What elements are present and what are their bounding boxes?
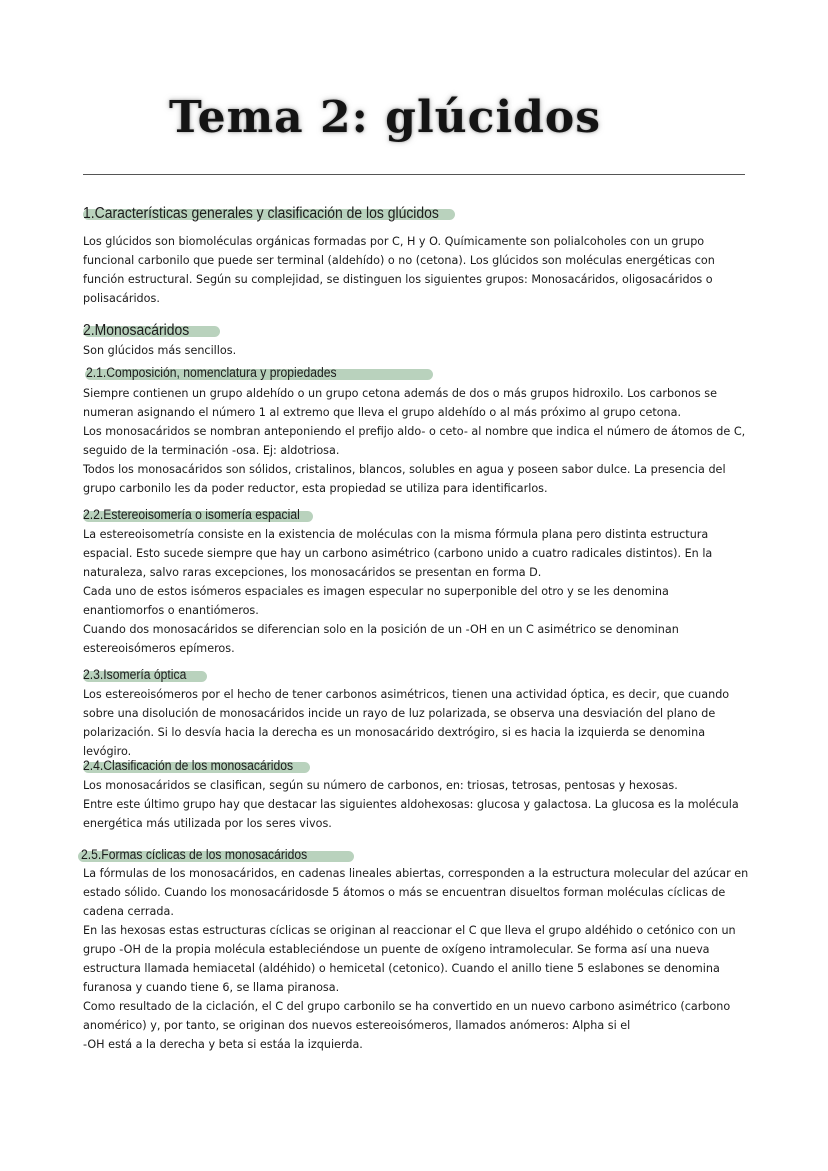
section-body-2-3: [83, 685, 753, 761]
paragraph: Todos los monosacáridos son sólidos, cristalinos, blancos, solubles en agua y poseen sabor dulce. La presencia del grupo carbonilo les da poder reductor, esta propiedad se utiliza para identificarlos.: [83, 463, 726, 495]
paragraph: Los monosacáridos se nombran anteponiendo el prefijo aldo- o ceto- al nombre que indica el número de átomos de C, seguido de la terminación -osa. Ej: aldotriosa.: [83, 425, 746, 457]
section-heading-1: 1.Características generales y clasificación de los glúcidos: [83, 205, 439, 222]
paragraph: Los monosacáridos se clasifican, según su número de carbonos, en: triosas, tetrosas, pentosas y hexosas.: [83, 779, 678, 792]
section-body-2-4: [83, 776, 753, 833]
section-body-2-2: [83, 525, 753, 658]
section-heading-2-2: 2.2.Estereoisomería o isomería espacial: [83, 507, 300, 522]
title-divider: [83, 174, 745, 175]
paragraph: En las hexosas estas estructuras cíclicas se originan al reaccionar el C que lleva el grupo aldéhido o cetónico con un grupo -OH de la propia molécula estableciéndose un puente de oxígeno intramolecular. Se forma así una nueva estructura llamada hemiacetal (aldéhido) o hemicetal (cetonico). Cuando el anillo tiene 5 eslabones se denomina furanosa y cuando tiene 6, se llama piranosa.: [83, 924, 736, 994]
paragraph: Cada uno de estos isómeros espaciales es imagen especular no superponible del otro y se les denomina enantiomorfos o enantiómeros.: [83, 585, 669, 617]
paragraph: La estereoisometría consiste en la existencia de moléculas con la misma fórmula plana pero distinta estructura espacial. Esto sucede siempre que hay un carbono asimétrico (carbono unido a cuatro radicales distintos). En la naturaleza, salvo raras excepciones, los monosacáridos se presentan en forma D.: [83, 528, 713, 579]
section-heading-2: 2.Monosacáridos: [83, 322, 190, 339]
paragraph: La fórmulas de los monosacáridos, en cadenas lineales abiertas, corresponden a la estructura molecular del azúcar en estado sólido. Cuando los monosacáridosde 5 átomos o más se encuentran disueltos forman moléculas cíclicas de cadena cerrada.: [83, 867, 749, 918]
section-body-1: [83, 232, 753, 308]
section-heading-2-1: 2.1.Composición, nomenclatura y propiedades: [86, 365, 337, 380]
section-body-2: [83, 341, 753, 360]
paragraph: Siempre contienen un grupo aldehído o un grupo cetona además de dos o más grupos hidroxilo. Los carbonos se numeran asignando el número 1 al extremo que lleva el grupo aldehído o al más próximo al grupo cetona.: [83, 387, 717, 419]
section-heading-2-3: 2.3.Isomería óptica: [83, 667, 187, 682]
paragraph: Entre este último grupo hay que destacar las siguientes aldohexosas: glucosa y galactosa. La glucosa es la molécula energética más utilizada por los seres vivos.: [83, 798, 739, 830]
section-body-2-1: [83, 384, 753, 498]
paragraph: Los glúcidos son biomoléculas orgánicas formadas por C, H y O. Químicamente son polialcoholes con un grupo funcional carbonilo que puede ser terminal (aldehído) o no (cetona). Los glúcidos son moléculas energéticas con función estructural. Según su complejidad, se distinguen los siguientes grupos: Monosacáridos, oligosacáridos o polisacáridos.: [83, 235, 715, 305]
paragraph: -OH está a la derecha y beta si estáa la izquierda.: [83, 1038, 363, 1051]
page-title: Tema 2: glúcidos: [168, 92, 602, 143]
section-body-2-5: [83, 864, 753, 1054]
section-heading-2-5: 2.5.Formas cíclicas de los monosacáridos: [81, 847, 308, 862]
paragraph: Cuando dos monosacáridos se diferencian solo en la posición de un -OH en un C asimétrico se denominan estereoisómeros epímeros.: [83, 623, 679, 655]
paragraph: Los estereoisómeros por el hecho de tener carbonos asimétricos, tienen una actividad óptica, es decir, que cuando sobre una disolución de monosacáridos incide un rayo de luz polarizada, se observa una desviación del plano de polarización. Si lo desvía hacia la derecha es un monosacárido dextrógiro, si es hacia la izquierda se denomina levógiro.: [83, 688, 730, 758]
paragraph: Como resultado de la ciclación, el C del grupo carbonilo se ha convertido en un nuevo carbono asimétrico (carbono anomérico) y, por tanto, se originan dos nuevos estereoisómeros, llamados anómeros: Alpha si el: [83, 1000, 731, 1032]
section-heading-2-4: 2.4.Clasificación de los monosacáridos: [83, 758, 294, 773]
paragraph: Son glúcidos más sencillos.: [83, 344, 237, 357]
